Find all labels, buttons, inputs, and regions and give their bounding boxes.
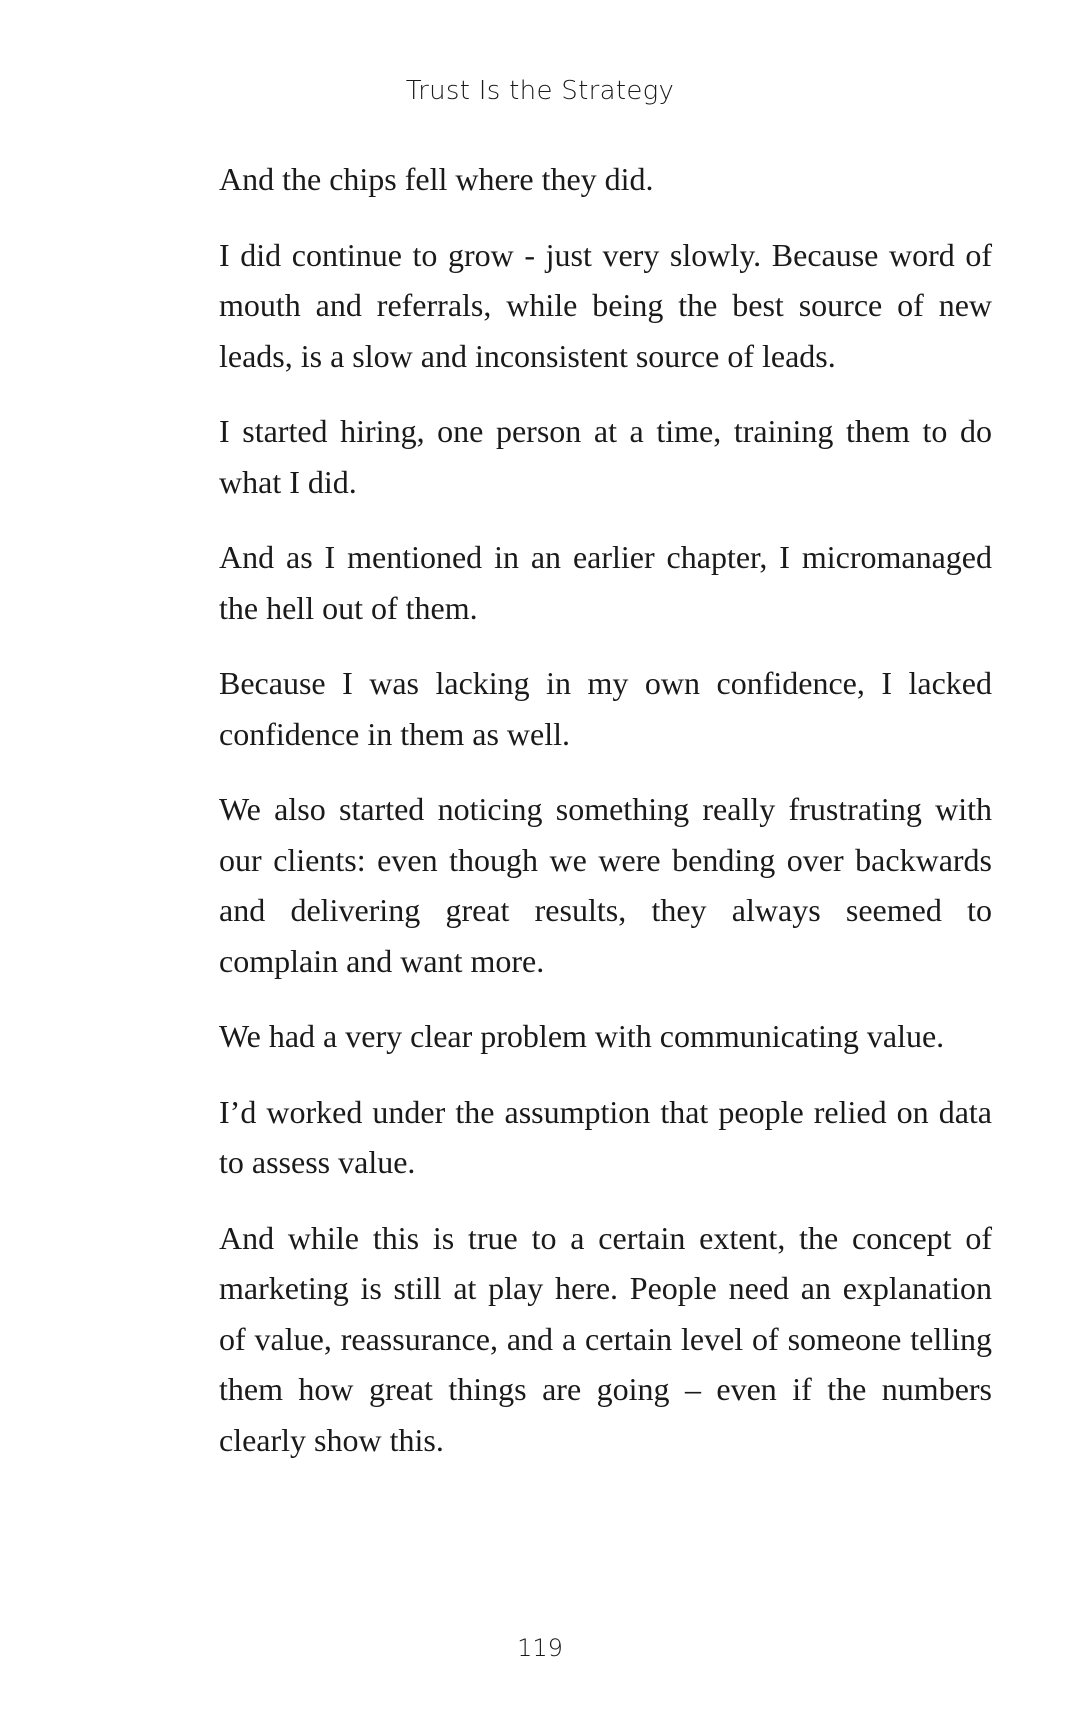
paragraph: I started hiring, one person at a time, training them to do what I did. bbox=[219, 413, 992, 500]
paragraph: We also started noticing something really frustrating with our clients: even though we were bending over backwards and delivering great results, they always seemed to complain and want more. bbox=[219, 791, 992, 979]
running-header-title: Trust Is the Strategy bbox=[405, 76, 675, 106]
paragraph: And while this is true to a certain extent, the concept of marketing is still at play here. People need an explanation of value, reassurance, and a certain level of someone telling them how great things are going – even if the numbers clearly show this. bbox=[219, 1219, 992, 1458]
page-number: 119 bbox=[517, 1634, 563, 1662]
paragraph: And the chips fell where they did. bbox=[219, 161, 654, 197]
body-text bbox=[219, 154, 992, 1490]
paragraph: I did continue to grow - just very slowly. Because word of mouth and referrals, while being the best source of new leads, is a slow and inconsistent source of leads. bbox=[219, 236, 992, 374]
paragraph: And as I mentioned in an earlier chapter, I micromanaged the hell out of them. bbox=[219, 539, 992, 626]
paragraph: I’d worked under the assumption that people relied on data to assess value. bbox=[219, 1093, 992, 1180]
paragraph: We had a very clear problem with communicating value. bbox=[219, 1018, 945, 1054]
paragraph: Because I was lacking in my own confidence, I lacked confidence in them as well. bbox=[219, 665, 992, 752]
